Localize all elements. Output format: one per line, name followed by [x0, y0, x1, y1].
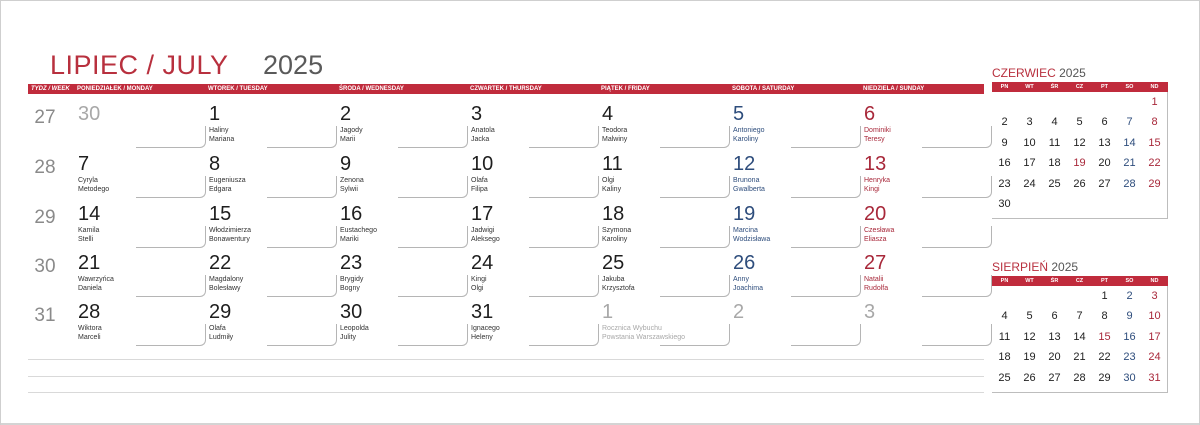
name-day-1: Olafa: [209, 325, 226, 332]
day-cell-thursday[interactable]: [469, 103, 599, 148]
day-header-wednesday: ŚRODA / WEDNESDAY: [339, 86, 404, 92]
day-number: 10: [471, 153, 494, 175]
name-day-1: Kingi: [471, 276, 487, 283]
name-day-1: Szymona: [602, 227, 632, 234]
day-cell-thursday[interactable]: [469, 252, 599, 297]
mini-day[interactable]: 21: [1073, 351, 1086, 364]
day-number: 29: [209, 301, 232, 323]
name-day-1: Henryka: [864, 177, 891, 184]
mini-day[interactable]: 5: [1026, 310, 1033, 323]
mini-day[interactable]: 14: [1073, 330, 1086, 343]
mini-day[interactable]: 12: [1073, 136, 1086, 149]
day-cell-thursday[interactable]: [469, 203, 599, 248]
name-day-2: Daniela: [78, 285, 102, 292]
day-cell-tuesday[interactable]: [207, 252, 337, 297]
day-cell-tuesday[interactable]: [207, 103, 337, 148]
mini-weekday-label: ND: [1150, 84, 1159, 90]
name-day-1: Magdalony: [209, 276, 244, 283]
mini-weekday-label: WT: [1025, 84, 1034, 90]
name-day-2: Gwalberta: [733, 186, 765, 193]
mini-day[interactable]: 22: [1098, 351, 1111, 364]
name-day-2: Julity: [340, 334, 356, 341]
mini-year: 2025: [1051, 260, 1079, 274]
page-title: [50, 50, 323, 84]
name-day-1: Antoniego: [733, 127, 765, 134]
day-number: 4: [602, 103, 614, 125]
name-day-1: Jadwigi: [471, 227, 495, 234]
day-number: 18: [602, 203, 625, 225]
mini-day[interactable]: 10: [1148, 310, 1161, 323]
mini-day[interactable]: 15: [1098, 330, 1111, 343]
mini-day[interactable]: 4: [1051, 116, 1058, 129]
name-day-2: Bolesławy: [209, 285, 241, 292]
mini-day[interactable]: 22: [1148, 157, 1161, 170]
name-day-1: Dominiki: [864, 127, 891, 134]
name-day-1: Czesława: [864, 227, 895, 234]
week-number: 28: [34, 157, 56, 178]
day-cell-monday[interactable]: [76, 153, 206, 198]
day-number: 26: [733, 252, 756, 274]
name-day-1: Olafa: [471, 177, 488, 184]
name-day-2: Heleny: [471, 334, 493, 341]
mini-day[interactable]: 30: [1123, 371, 1136, 384]
mini-weekday-header: [992, 276, 1168, 286]
week-number: 31: [34, 305, 56, 326]
day-number: 7: [78, 153, 90, 175]
day-number: 20: [864, 203, 887, 225]
day-header-monday: PONIEDZIAŁEK / MONDAY: [77, 86, 153, 92]
mini-day[interactable]: 9: [1001, 136, 1008, 149]
day-number: 31: [471, 301, 494, 323]
mini-day[interactable]: 3: [1026, 116, 1033, 129]
mini-day[interactable]: 11: [998, 330, 1011, 343]
mini-day[interactable]: 5: [1076, 116, 1083, 129]
year-title: 2025: [263, 50, 324, 80]
day-number: 3: [864, 301, 876, 323]
day-number: 23: [340, 252, 363, 274]
name-day-2: Marii: [340, 136, 356, 143]
name-day-2: Kaliny: [602, 186, 622, 193]
mini-day[interactable]: 13: [1098, 136, 1111, 149]
day-number: 2: [733, 301, 745, 323]
mini-day[interactable]: 28: [1123, 177, 1136, 190]
name-day-1: Zenona: [340, 177, 364, 184]
mini-day[interactable]: 18: [1048, 157, 1061, 170]
mini-day[interactable]: 29: [1148, 177, 1161, 190]
day-cell-saturday[interactable]: [731, 203, 861, 248]
day-number: 16: [340, 203, 363, 225]
notes-line: [28, 359, 984, 360]
name-day-2: Teresy: [864, 136, 885, 143]
day-number: 1: [602, 301, 614, 323]
mini-calendar-august: [992, 260, 1168, 393]
mini-day[interactable]: 9: [1126, 310, 1133, 323]
mini-day[interactable]: 25: [1048, 177, 1061, 190]
mini-day[interactable]: 20: [1048, 351, 1061, 364]
mini-day[interactable]: 17: [1148, 330, 1161, 343]
day-cell-friday[interactable]: [600, 103, 730, 148]
mini-weekday-label: PN: [1000, 84, 1009, 90]
mini-calendar-june: [992, 66, 1168, 219]
day-cell-saturday[interactable]: [731, 103, 861, 148]
day-cell-sunday[interactable]: [862, 252, 992, 297]
name-day-2: Edgara: [209, 186, 232, 193]
name-day-1: Ignacego: [471, 325, 500, 332]
mini-year: 2025: [1059, 66, 1086, 80]
week-number: 27: [34, 107, 56, 128]
name-day-1: Brygidy: [340, 276, 364, 283]
mini-weekday-label: PN: [1000, 278, 1009, 284]
mini-day[interactable]: 31: [1148, 371, 1161, 384]
day-number: 8: [209, 153, 221, 175]
notes-line: [28, 376, 984, 377]
day-cell-wednesday[interactable]: [338, 103, 468, 148]
day-header-saturday: SOBOTA / SATURDAY: [732, 86, 795, 92]
name-day-2: Ludmiły: [209, 334, 234, 341]
day-cell-sunday[interactable]: [862, 203, 992, 248]
mini-day[interactable]: 25: [998, 371, 1011, 384]
name-day-2: Metodego: [78, 186, 110, 193]
mini-day[interactable]: 13: [1048, 330, 1061, 343]
name-day-1: Eugeniusza: [209, 177, 246, 184]
mini-day[interactable]: 19: [1073, 157, 1086, 170]
name-day-1: Włodzimierza: [209, 227, 252, 234]
mini-weekday-label: ŚR: [1050, 278, 1059, 284]
day-number: 9: [340, 153, 352, 175]
mini-day[interactable]: 1: [1101, 290, 1108, 302]
day-cell-wednesday[interactable]: [338, 252, 468, 297]
name-day-2: Kingi: [864, 186, 880, 193]
mini-day[interactable]: 14: [1123, 136, 1136, 149]
day-number: 5: [733, 103, 745, 125]
name-day-1: Teodora: [602, 127, 628, 134]
frame-left: [0, 0, 1, 425]
mini-weekday-label: CZ: [1075, 278, 1084, 284]
day-cell-friday[interactable]: [600, 203, 730, 248]
day-cell-saturday[interactable]: [731, 301, 861, 346]
day-number: 17: [471, 203, 494, 225]
name-day-2: Krzysztofa: [602, 285, 635, 292]
mini-weekday-label: ŚR: [1050, 84, 1059, 90]
name-day-1: Anny: [733, 276, 749, 283]
day-number: 21: [78, 252, 101, 274]
week-number: 29: [34, 207, 56, 228]
day-number: 1: [209, 103, 221, 125]
name-day-1: Eustachego: [340, 227, 377, 234]
mini-weekday-label: CZ: [1075, 84, 1084, 90]
day-cell-friday[interactable]: [600, 153, 730, 198]
day-cell-sunday[interactable]: [862, 103, 992, 148]
mini-day[interactable]: 2: [1001, 116, 1008, 129]
name-day-1: Kamila: [78, 227, 100, 234]
day-header-tuesday: WTOREK / TUESDAY: [208, 86, 268, 92]
mini-day[interactable]: 16: [1123, 330, 1136, 343]
name-day-1: Wiktora: [78, 325, 102, 332]
mini-day[interactable]: 7: [1076, 310, 1083, 323]
cell-border: [862, 304, 992, 346]
name-day-2: Sylwii: [340, 186, 358, 193]
day-number: 12: [733, 153, 756, 175]
week-column-header: TYDZ / WEEK: [31, 86, 70, 92]
day-cell-wednesday[interactable]: [338, 153, 468, 198]
day-cell-monday[interactable]: [76, 103, 206, 148]
day-cell-friday[interactable]: [600, 301, 730, 346]
mini-weekday-label: ND: [1150, 278, 1159, 284]
name-day-2: Olgi: [471, 285, 484, 292]
day-cell-monday[interactable]: [76, 301, 206, 346]
day-cell-thursday[interactable]: [469, 301, 599, 346]
day-number: 3: [471, 103, 483, 125]
notes-line: [28, 392, 984, 393]
day-number: 30: [340, 301, 363, 323]
name-day-1: Jakuba: [602, 276, 625, 283]
mini-day[interactable]: 12: [1023, 330, 1036, 343]
day-number: 25: [602, 252, 625, 274]
mini-day[interactable]: 10: [1023, 136, 1036, 149]
day-cell-saturday[interactable]: [731, 252, 861, 297]
mini-day[interactable]: 6: [1051, 310, 1058, 323]
name-day-2: Aleksego: [471, 236, 500, 243]
mini-day[interactable]: 4: [1001, 310, 1008, 323]
name-day-2: Eliasza: [864, 236, 887, 243]
mini-days-grid: [992, 92, 1168, 219]
name-day-2: Karoliny: [602, 236, 628, 243]
mini-weekday-header: [992, 82, 1168, 92]
day-cell-tuesday[interactable]: [207, 301, 337, 346]
name-day-2: Mariana: [209, 136, 235, 143]
day-cell-sunday[interactable]: [862, 153, 992, 198]
week-number: 30: [34, 256, 56, 277]
day-cell-tuesday[interactable]: [207, 203, 337, 248]
mini-weekday-label: SO: [1125, 84, 1134, 90]
name-day-2: Bonawentury: [209, 236, 250, 243]
name-day-2: Karoliny: [733, 136, 759, 143]
mini-day[interactable]: 23: [998, 177, 1011, 190]
weekday-header-bar: [28, 84, 984, 94]
name-day-1: Cyryla: [78, 177, 98, 184]
mini-month-name: SIERPIEŃ: [992, 260, 1049, 274]
name-day-1: Haliny: [209, 127, 229, 134]
mini-day[interactable]: 16: [998, 157, 1011, 170]
mini-day[interactable]: 24: [1148, 351, 1161, 364]
name-day-2: Wodzisława: [733, 236, 771, 243]
mini-day[interactable]: 21: [1123, 157, 1136, 170]
day-number: 22: [209, 252, 232, 274]
mini-weekday-label: PT: [1100, 278, 1109, 284]
day-number: 30: [78, 103, 101, 125]
mini-day[interactable]: 15: [1148, 136, 1161, 149]
mini-day[interactable]: 29: [1098, 371, 1111, 384]
name-day-2: Mariki: [340, 236, 359, 243]
cell-border: [731, 304, 861, 346]
day-number: 28: [78, 301, 101, 323]
day-header-sunday: NIEDZIELA / SUNDAY: [863, 86, 925, 92]
name-day-1: Anatola: [471, 127, 495, 134]
mini-day[interactable]: 23: [1123, 351, 1136, 364]
name-day-2: Filipa: [471, 186, 488, 193]
mini-day[interactable]: 18: [998, 351, 1011, 364]
day-number: 11: [602, 153, 623, 175]
mini-day[interactable]: 17: [1023, 157, 1036, 170]
mini-day[interactable]: 1: [1151, 96, 1158, 108]
mini-calendar-title: [992, 260, 1168, 276]
name-day-2: Bogny: [340, 285, 360, 292]
name-day-2: Powstania Warszawskiego: [602, 334, 685, 341]
day-cell-tuesday[interactable]: [207, 153, 337, 198]
mini-day[interactable]: 2: [1126, 290, 1133, 302]
mini-day[interactable]: 24: [1023, 177, 1036, 190]
day-header-thursday: CZWARTEK / THURSDAY: [470, 86, 542, 92]
day-cell-wednesday[interactable]: [338, 203, 468, 248]
name-day-1: Jagody: [340, 127, 363, 134]
mini-day[interactable]: 6: [1101, 116, 1108, 129]
mini-day[interactable]: 20: [1098, 157, 1111, 170]
name-day-2: Rudolfa: [864, 285, 889, 292]
mini-day[interactable]: 8: [1151, 116, 1158, 129]
day-number: 14: [78, 203, 101, 225]
month-title: LIPIEC / JULY: [50, 50, 229, 80]
mini-weekday-label: PT: [1100, 84, 1109, 90]
mini-day[interactable]: 8: [1101, 310, 1108, 323]
mini-day[interactable]: 30: [998, 198, 1011, 210]
mini-day[interactable]: 28: [1073, 371, 1086, 384]
day-cell-sunday[interactable]: [862, 301, 992, 346]
name-day-1: Marcina: [733, 227, 758, 234]
name-day-2: Joachima: [733, 285, 763, 292]
name-day-2: Jacka: [471, 136, 490, 143]
name-day-1: Olgi: [602, 177, 615, 184]
mini-day[interactable]: 19: [1023, 351, 1036, 364]
mini-day[interactable]: 11: [1048, 136, 1061, 149]
name-day-1: Brunona: [733, 177, 760, 184]
day-header-friday: PIĄTEK / FRIDAY: [601, 86, 650, 92]
name-day-2: Stelli: [78, 236, 94, 243]
day-number: 13: [864, 153, 887, 175]
mini-day[interactable]: 26: [1073, 177, 1086, 190]
mini-day[interactable]: 27: [1098, 177, 1111, 190]
day-cell-monday[interactable]: [76, 252, 206, 297]
name-day-1: Rocznica Wybuchu: [602, 325, 662, 332]
mini-days-grid: [992, 286, 1168, 393]
mini-day[interactable]: 26: [1023, 371, 1036, 384]
day-number: 24: [471, 252, 494, 274]
day-number: 27: [864, 252, 887, 274]
day-cell-thursday[interactable]: [469, 153, 599, 198]
day-number: 15: [209, 203, 232, 225]
frame-top: [0, 0, 1200, 1]
name-day-1: Leopolda: [340, 325, 369, 332]
day-cell-saturday[interactable]: [731, 153, 861, 198]
mini-day[interactable]: 3: [1151, 290, 1158, 302]
name-day-2: Marceli: [78, 334, 101, 341]
day-cell-friday[interactable]: [600, 252, 730, 297]
mini-weekday-label: SO: [1125, 278, 1134, 284]
name-day-1: Natalii: [864, 276, 884, 283]
day-cell-monday[interactable]: [76, 203, 206, 248]
mini-weekday-label: WT: [1025, 278, 1034, 284]
mini-calendar-title: [992, 66, 1168, 82]
day-number: 19: [733, 203, 756, 225]
day-cell-wednesday[interactable]: [338, 301, 468, 346]
name-day-1: Wawrzyńca: [78, 276, 114, 283]
name-day-2: Malwiny: [602, 136, 628, 143]
mini-month-name: CZERWIEC: [992, 66, 1056, 80]
day-number: 2: [340, 103, 352, 125]
mini-day[interactable]: 27: [1048, 371, 1061, 384]
mini-day[interactable]: 7: [1126, 116, 1133, 129]
day-number: 6: [864, 103, 876, 125]
